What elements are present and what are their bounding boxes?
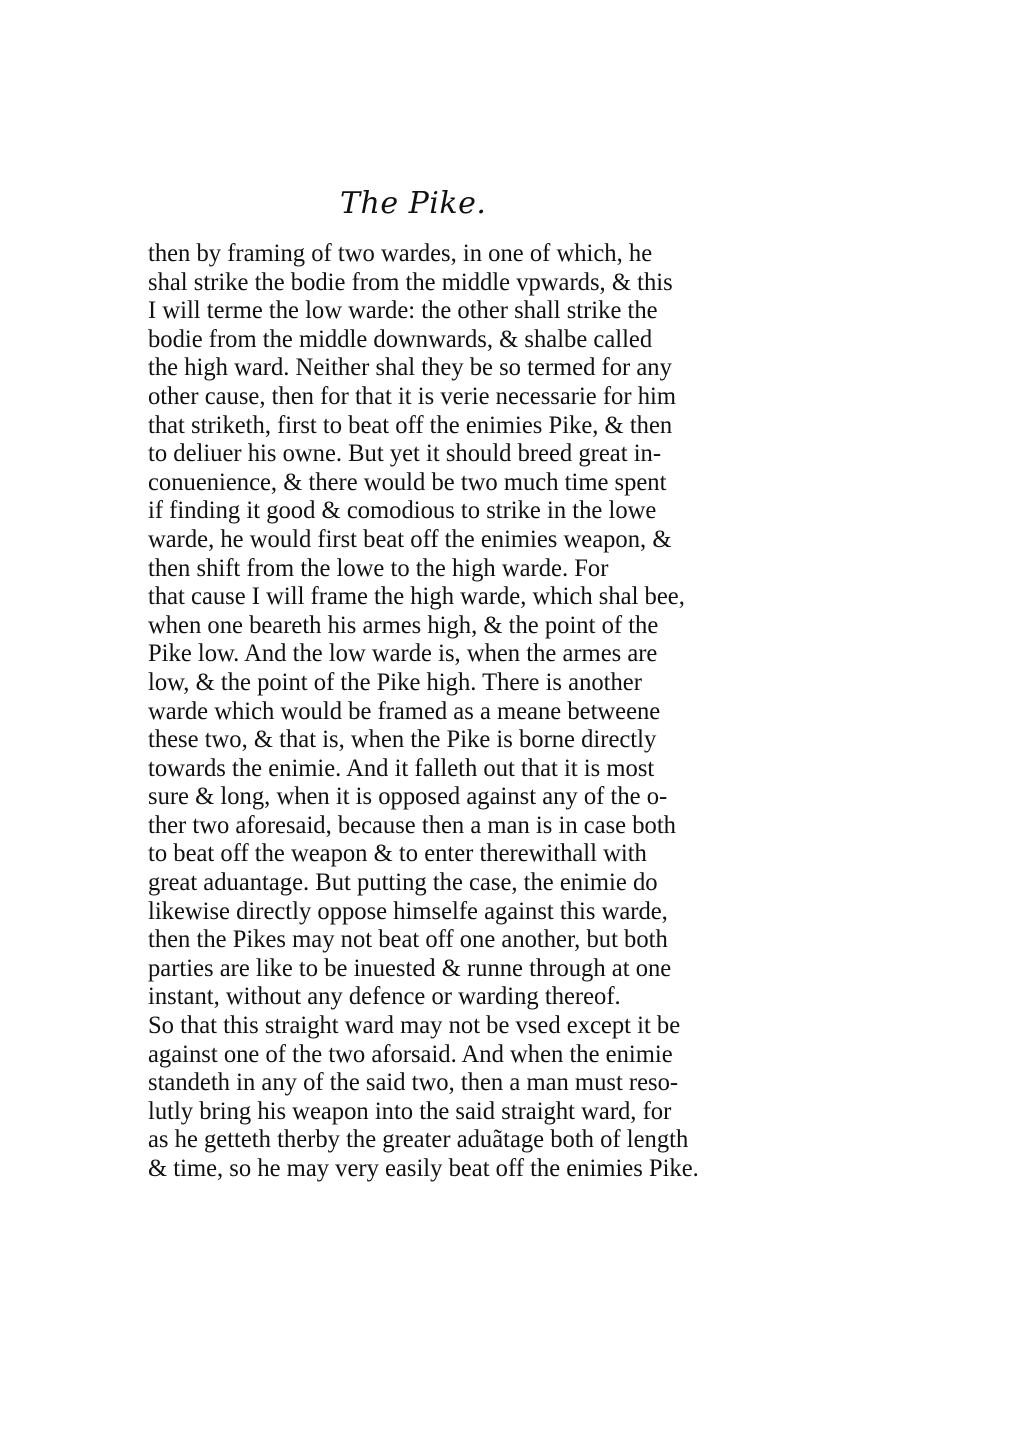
text-line: against one of the two aforsaid. And when the enimie [148, 1040, 673, 1068]
text-line: when one beareth his armes high, & the point of the [148, 611, 659, 639]
text-line: conuenience, & there would be two much time spent [148, 468, 667, 496]
body-text [148, 240, 768, 1184]
text-line: other cause, then for that it is verie necessarie for him [148, 382, 676, 410]
text-line: standeth in any of the said two, then a man must reso- [148, 1069, 679, 1097]
text-line: to deliuer his owne. But yet it should breed great in- [148, 440, 662, 468]
text-line: lutly bring his weapon into the said straight ward, for [148, 1097, 672, 1125]
text-line: I will terme the low warde: the other shall strike the [148, 297, 658, 325]
text-line: ther two aforesaid, because then a man is in case both [148, 811, 676, 839]
text-line: towards the enimie. And it falleth out that it is most [148, 754, 655, 782]
text-line: Pike low. And the low warde is, when the armes are [148, 640, 658, 668]
text-line: if finding it good & comodious to strike in the lowe [148, 497, 657, 525]
text-line: warde which would be framed as a meane betweene [148, 697, 661, 725]
text-line: then by framing of two wardes, in one of which, he [148, 240, 653, 267]
text-line: bodie from the middle downwards, & shalbe called [148, 325, 653, 353]
text-line: warde, he would first beat off the enimies weapon, & [148, 525, 672, 553]
text-line: then shift from the lowe to the high warde. For [148, 554, 609, 582]
text-line: these two, & that is, when the Pike is borne directly [148, 726, 657, 754]
text-line: & time, so he may very easily beat off the enimies Pike. [148, 1155, 699, 1182]
text-line: great aduantage. But putting the case, the enimie do [148, 869, 658, 897]
text-line: instant, without any defence or warding thereof. [148, 983, 621, 1011]
running-head: The Pike. [340, 186, 487, 221]
text-line: So that this straight ward may not be vsed except it be [148, 1012, 681, 1040]
text-line: that cause I will frame the high warde, which shal bee, [148, 583, 685, 611]
text-line: then the Pikes may not beat off one another, but both [148, 926, 668, 954]
text-line: to beat off the weapon & to enter therewithall with [148, 840, 647, 868]
text-line: the high ward. Neither shal they be so termed for any [148, 354, 672, 382]
text-line: low, & the point of the Pike high. There is another [148, 668, 642, 696]
text-line: likewise directly oppose himselfe against this warde, [148, 897, 668, 925]
text-line: parties are like to be inuested & runne through at one [148, 954, 672, 982]
text-line: sure & long, when it is opposed against any of the o- [148, 783, 668, 811]
text-line: as he getteth therby the greater aduãtage both of length [148, 1126, 689, 1154]
text-line: shal strike the bodie from the middle vpwards, & this [148, 268, 673, 296]
text-line: that striketh, first to beat off the enimies Pike, & then [148, 411, 673, 439]
